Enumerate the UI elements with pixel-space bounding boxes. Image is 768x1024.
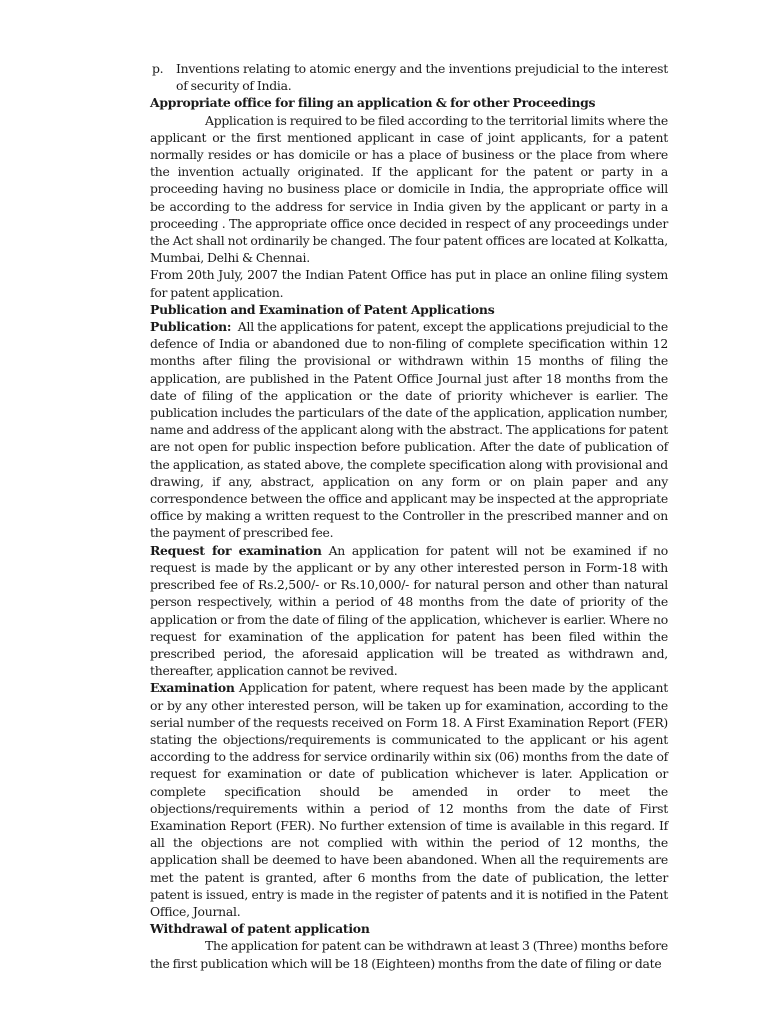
paragraph-appropriate-office: Application is required to be filed according to the territorial limits where the applicant or the first mentioned applicant in case of joint applicants, for a patent normally resides or has domicile or has a place of business or the place from where the invention actually originated. If the applicant for the patent or party in a proceeding having no business place or domicile in India, the appropriate office will be according to the address for service in India given by the applicant or party in a proceeding . The appropriate office once decided in respect of any proceedings under the Act shall not ordinarily be changed. The four patent offices are located at Kolkatta, Mumbai, Delhi & Chennai. [150,112,668,266]
heading-withdrawal: Withdrawal of patent application [150,921,370,937]
publication-text: All the applications for patent, except the applications prejudicial to the defence of India or abandoned due to non-filing of complete specification within 12 months after filing the provisional or withdrawn within 15 months of filing the application, are published in the Patent Office Journal just after 18 months from the date of filing of the application or the date of priority whichever is earlier. The publication includes the particulars of the date of the application, application number, name and address of the applicant along with the abstract. The applications for patent are not open for public inspection before publication. After the date of publication of the application, as stated above, the complete specification along with provisional and drawing, if any, abstract, application on any form or on plain paper and any correspondence between the office and applicant may be inspected at the appropriate office by making a written request to the Controller in the prescribed manner and on the payment of prescribed fee. [150,319,668,541]
paragraph-publication [150,318,668,542]
heading-appropriate-office: Appropriate office for filing an application & for other Proceedings [150,95,596,111]
paragraph-withdrawal: The application for patent can be withdrawn at least 3 (Three) months before the first publication which will be 18 (Eighteen) months from the date of filing or date [150,938,668,971]
list-item-p [150,60,668,94]
examination-text: Application for patent, where request has been made by the applicant or by any other interested person, will be taken up for examination, according to the serial number of the requests received on Form 18. A First Examination Report (FER) stating the objections/requirements is communicated to the applicant or his agent according to the address for service ordinarily within six (06) months from the date of request for examination or date of publication whichever is later. Application or complete specification should be amended in order to meet the objections/requirements within a period of 12 months from the date of First Examination Report (FER). No further extension of time is available in this regard. If all the objections are not complied with within the period of 12 months, the application shall be deemed to have been abandoned. When all the requirements are met the patent is granted, after 6 months from the date of publication, the letter patent is issued, entry is made in the register of patents and it is notified in the Patent Office, Journal. [150,680,669,919]
publication-label: Publication: [150,319,232,335]
list-marker: p. [152,61,164,76]
heading-publication-examination: Publication and Examination of Patent Applications [150,301,495,317]
request-label: Request for examination [150,542,322,558]
paragraph-examination [150,679,668,920]
paragraph-request-examination [150,542,668,680]
document-page [150,60,668,972]
list-item-text: Inventions relating to atomic energy and the inventions prejudicial to the interest of security of India. [176,61,668,94]
request-text: An application for patent will not be examined if no request is made by the applicant or by any other interested person in Form-18 with prescribed fee of Rs.2,500/- or Rs.10,000/- for natural person and other than natural person respectively, within a period of 48 months from the date of priority of the application or from the date of filing of the application, whichever is earlier. Where no request for examination of the application for patent has been filed within the prescribed period, the aforesaid application will be treated as withdrawn and, thereafter, application cannot be revived. [150,542,668,679]
examination-label: Examination [150,680,235,696]
paragraph-online-filing: From 20th July, 2007 the Indian Patent Office has put in place an online filing system for patent application. [150,267,668,300]
